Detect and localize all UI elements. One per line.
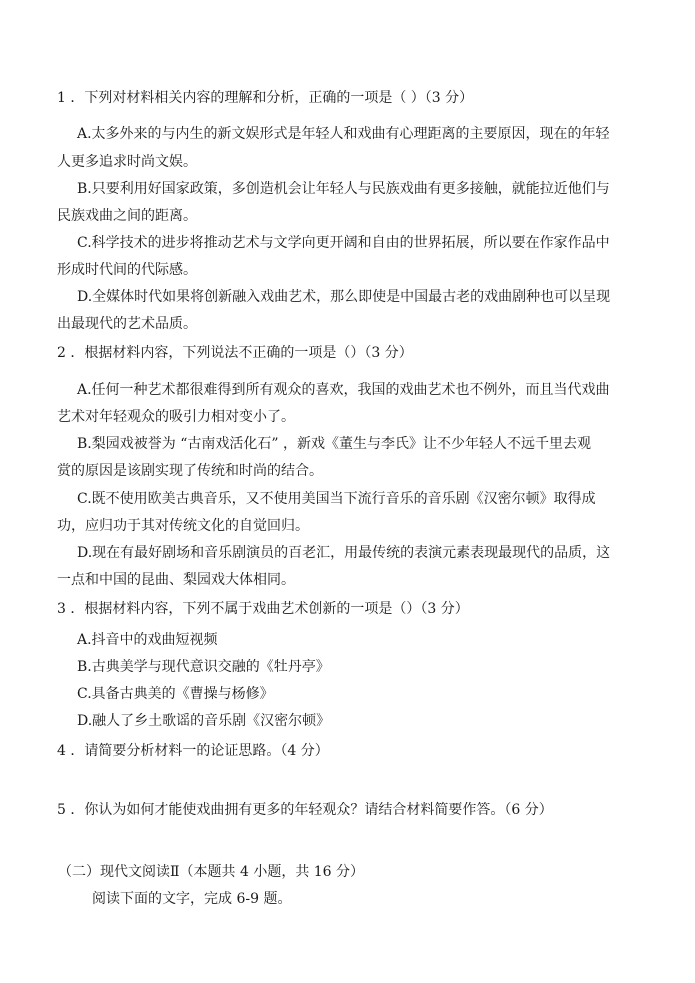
question-2-option-c-line-2: 功，应归功于其对传统文化的自觉回归。	[57, 518, 309, 534]
question-2-option-b-line-1: B.梨园戏被誉为 “古南戏活化石” ，新戏《董生与李氏》让不少年轻人不远千里去观	[77, 436, 591, 452]
question-3-option-a: A.抖音中的戏曲短视频	[77, 632, 218, 648]
question-2-option-a-line-2: 艺术对年轻观众的吸引力相对变小了。	[57, 409, 295, 425]
question-2-option-a-line-1: A.任何一种艺术都很难得到所有观众的喜欢，我国的戏曲艺术也不例外，而且当代戏曲	[77, 382, 610, 398]
question-2-stem: 2 ．根据材料内容，下列说法不正确的一项是（）（3 分）	[57, 345, 413, 361]
question-1-option-d-line-2: 出最现代的艺术品质。	[57, 316, 197, 332]
question-1-stem: 1 ．下列对材料相关内容的理解和分析，正确的一项是（ ）（3 分）	[57, 90, 474, 106]
question-2-option-d-line-1: D.现在有最好剧场和音乐剧演员的百老汇，用最传统的表演元素表现最现代的品质，这	[77, 545, 611, 561]
question-1-option-a-line-2: 人更多追求时尚文娱。	[57, 154, 197, 170]
question-2-option-b-line-2: 赏的原因是该剧实现了传统和时尚的结合。	[57, 463, 323, 479]
section-title: （二）现代文阅读Ⅱ（本题共 4 小题，共 16 分）	[58, 864, 365, 880]
question-3-option-c: C.具备古典美的《曹操与杨修》	[77, 686, 274, 702]
question-1-option-c-line-2: 形成时代间的代际感。	[57, 262, 197, 278]
question-4-stem: 4 ．请简要分析材料一的论证思路。（4 分）	[57, 743, 329, 759]
question-2-option-d-line-2: 一点和中国的昆曲、梨园戏大体相同。	[57, 572, 295, 588]
question-3-stem: 3 ．根据材料内容，下列不属于戏曲艺术创新的一项是（）（3 分）	[57, 601, 469, 617]
question-1-option-d-line-1: D.全媒体时代如果将创新融入戏曲艺术，那么即使是中国最古老的戏曲剧种也可以呈现	[77, 289, 611, 305]
question-2-option-c-line-1: C.既不使用欧美古典音乐，又不使用美国当下流行音乐的音乐剧《汉密尔顿》取得成	[77, 491, 596, 507]
question-1-option-b-line-1: B.只要利用好国家政策，多创造机会让年轻人与民族戏曲有更多接触，就能拉近他们与	[77, 181, 610, 197]
question-3-option-b: B.古典美学与现代意识交融的《牡丹亭》	[77, 659, 330, 675]
question-1-option-b-line-2: 民族戏曲之间的距离。	[57, 208, 197, 224]
question-1-option-c-line-1: C.科学技术的进步将推动艺术与文学向更开阔和自由的世界拓展，所以要在作家作品中	[77, 235, 610, 251]
question-3-option-d: D.融人了乡土歌谣的音乐剧《汉密尔顿》	[77, 713, 331, 729]
question-1-option-a-line-1: A.太多外来的与内生的新文娱形式是年轻人和戏曲有心理距离的主要原因，现在的年轻	[77, 126, 610, 142]
question-5-stem: 5 ．你认为如何才能使戏曲拥有更多的年轻观众？请结合材料简要作答。（6 分）	[57, 802, 553, 818]
section-instruction: 阅读下面的文字，完成 6-9 题。	[92, 891, 292, 907]
